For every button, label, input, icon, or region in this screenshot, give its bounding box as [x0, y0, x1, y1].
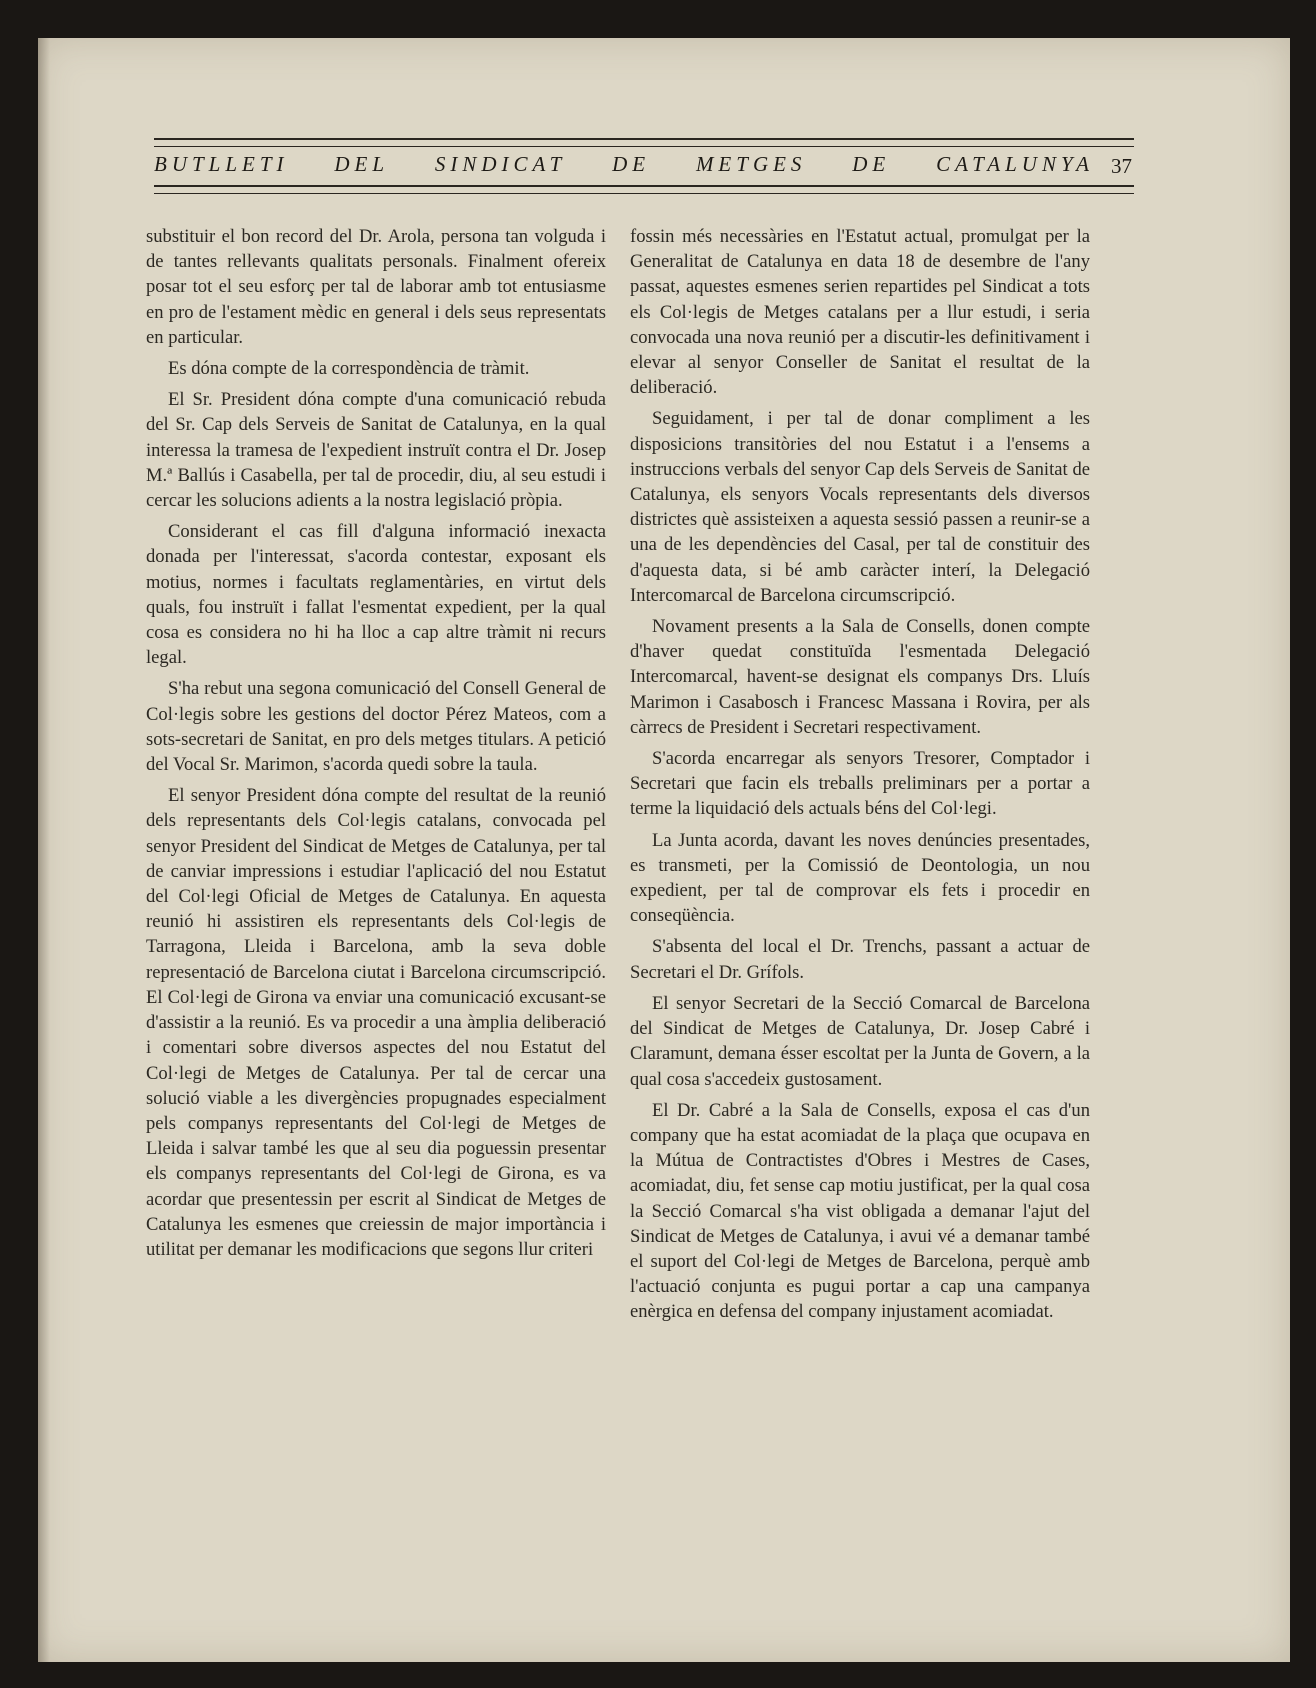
paragraph: fossin més necessàries en l'Estatut actual, promulgat per la Generalitat de Catalunya en data 18 de desembre de l'any passat, aquestes esmenes serien repartides pel Sindicat a tots els Col·legis de Metges catalans per a llur estudi, i seria convocada una nova reunió per a discutir-les definitivament i elevar al senyor Conseller de Sanitat el resultat de la deliberació.	[630, 226, 1090, 399]
masthead-title	[154, 152, 1094, 177]
masthead-word: CATALUNYA	[936, 152, 1094, 176]
paragraph: Seguidament, i per tal de donar compliment a les disposicions transitòries del nou Estatut i a l'ensems a instruccions verbals del senyor Cap dels Serveis de Sanitat de Catalunya, els senyors Vocals representants dels diversos districtes què assisteixen a aquesta sessió passen a reunir-se a una de les dependències del Casal, per tal de constituir des d'aquesta data, si bé amb caràcter interí, la Delegació Intercomarcal de Barcelona circumscripció.	[630, 408, 1090, 606]
page-binding-shadow	[38, 38, 50, 1662]
masthead-word: SINDICAT	[434, 152, 567, 176]
text-column-right	[630, 224, 1090, 1331]
document-page	[38, 38, 1290, 1662]
paragraph: substituir el bon record del Dr. Arola, persona tan volguda i de tantes rellevants qualitats personals. Finalment ofereix posar tot el seu esforç per tal de laborar amb tot entusiasme en pro de l'estament mèdic en general i dels seus representats en particular.	[146, 226, 606, 348]
paragraph: S'acorda encarregar als senyors Tresorer, Comptador i Secretari que facin els treballs preliminars per a portar a terme la liquidació dels actuals béns del Col·legi.	[630, 748, 1090, 820]
paragraph: El senyor President dóna compte del resultat de la reunió dels representants dels Col·legis catalans, convocada pel senyor President del Sindicat de Metges de Catalunya, per tal de canviar impressions i estudiar l'aplicació del nou Estatut del Col·legi Oficial de Metges de Catalunya. En aquesta reunió hi assistiren els representants dels Col·legis de Tarragona, Lleida i Barcelona, amb la seva doble representació de Barcelona ciutat i Barcelona circumscripció. El Col·legi de Girona va enviar una comunicació excusant-se d'assistir a la reunió. Es va procedir a una àmplia deliberació i comentari sobre diversos aspectes del nou Estatut del Col·legi de Metges de Catalunya. Per tal de cercar una solució viable a les divergències propugnades especialment pels companys representants del Col·legi de Metges de Lleida i salvar també les que al seu dia poguessin presentar els companys representants del Col·legi de Girona, es va acordar que presentessin per escrit al Sindicat de Metges de Catalunya les esmenes que creiessin de major importància i utilitat per demanar les modificacions que segons llur criteri	[146, 785, 606, 1260]
masthead-word: METGES	[695, 152, 807, 176]
masthead-word: DEL	[334, 152, 390, 176]
masthead-word: BUTLLETI	[154, 152, 289, 176]
paragraph: El Dr. Cabré a la Sala de Consells, exposa el cas d'un company que ha estat acomiadat de la plaça que ocupava en la Mútua de Contractistes d'Obres i Mestres de Cases, acomiadat, diu, fet sense cap motiu justificat, per la qual cosa la Secció Comarcal s'ha vist obligada a demanar l'ajut del Sindicat de Metges de Catalunya, i avui vé a demanar també el suport del Col·legi de Metges de Barcelona, perquè amb l'actuació conjunta es pugui portar a cap una campanya enèrgica en defensa del company injustament acomiadat.	[630, 1099, 1090, 1323]
masthead-word: DE	[852, 152, 891, 176]
paragraph: S'ha rebut una segona comunicació del Consell General de Col·legis sobre les gestions del doctor Pérez Mateos, com a sots-secretari de Sanitat, en pro dels metges titulars. A petició del Vocal Sr. Marimon, s'acorda quedi sobre la taula.	[146, 678, 606, 776]
paragraph: Novament presents a la Sala de Consells, donen compte d'haver quedat constituïda l'esmentada Delegació Intercomarcal, havent-se designat els companys Drs. Lluís Marimon i Casabosch i Francesc Massana i Rovira, per als càrrecs de President i Secretari respectivament.	[630, 616, 1090, 738]
paragraph: Considerant el cas fill d'alguna informació inexacta donada per l'interessat, s'acorda contestar, exposant els motius, normes i facultats reglamentàries, en virtut dels quals, fou instruït i fallat l'esmentat expedient, per la qual cosa es considera no hi ha lloc a cap altre tràmit ni recurs legal.	[146, 521, 606, 669]
header-rule-top	[154, 138, 1134, 147]
paragraph: El Sr. President dóna compte d'una comunicació rebuda del Sr. Cap dels Serveis de Sanitat de Catalunya, en la qual interessa la tramesa de l'expedient instruït contra el Dr. Josep M.ª Ballús i Casabella, per tal de procedir, diu, al seu estudi i cercar les solucions adients a la nostra legislació pròpia.	[146, 389, 606, 512]
paragraph: S'absenta del local el Dr. Trenchs, passant a actuar de Secretari el Dr. Grífols.	[630, 936, 1090, 983]
paragraph: La Junta acorda, davant les noves denúncies presentades, es transmeti, per la Comissió de Deontologia, un nou expedient, per tal de comprovar els fets i procedir en conseqüència.	[630, 829, 1090, 927]
paragraph: El senyor Secretari de la Secció Comarcal de Barcelona del Sindicat de Metges de Catalunya, Dr. Josep Cabré i Claramunt, demana ésser escoltat per la Junta de Govern, a la qual cosa s'accedeix gustosament.	[630, 992, 1090, 1090]
masthead-word: DE	[612, 152, 651, 176]
running-header	[154, 138, 1134, 234]
text-column-left	[146, 224, 606, 1268]
page-number: 37	[1111, 154, 1132, 178]
paragraph: Es dóna compte de la correspondència de tràmit.	[168, 358, 530, 380]
header-rule-bottom	[154, 185, 1134, 194]
